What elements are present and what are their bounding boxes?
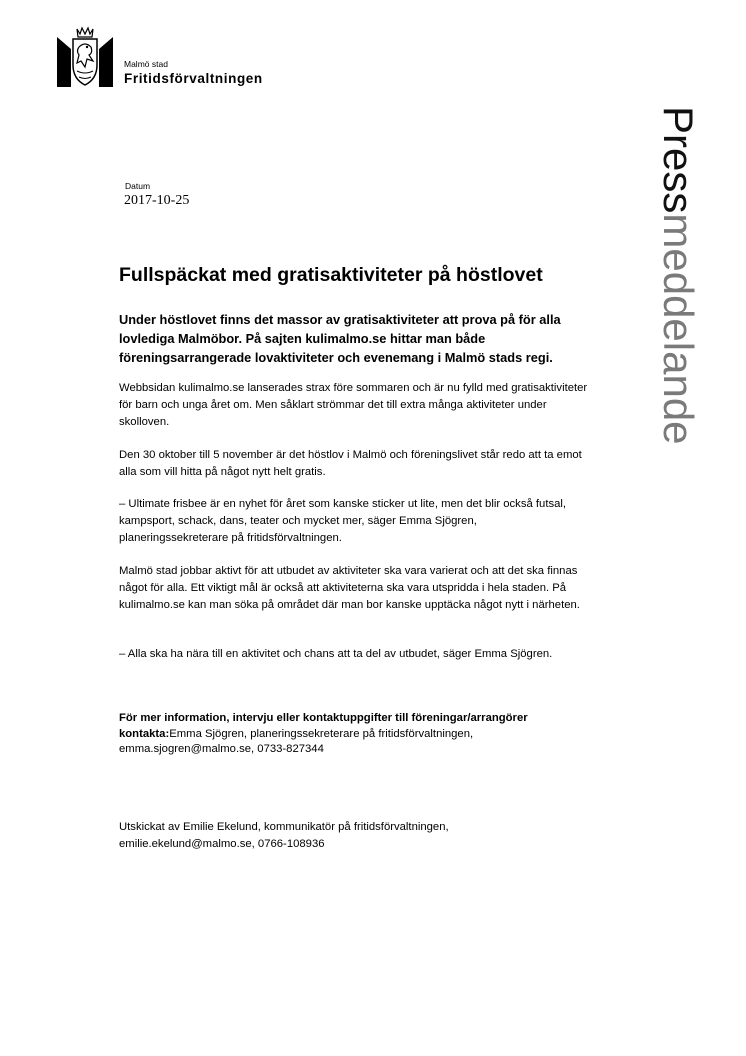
org-name-small: Malmö stad [124,59,168,69]
sender-line: Utskickat av Emilie Ekelund, kommunikatör på fritidsförvaltningen, [119,821,449,833]
contact-heading: För mer information, intervju eller kontaktuppgifter till föreningar/arrangörer kontakta: [119,712,528,740]
body-paragraph: Webbsidan kulimalmo.se lanserades strax före sommaren och är nu fylld med gratisaktiviteter för barn och unga året om. Men såklart strömmar det till extra många aktiviteter under skolloven. [119,382,588,429]
date-label: Datum [125,181,151,191]
date-value: 2017-10-25 [124,193,190,208]
document-type-label-part1: Press [655,106,702,214]
document-type-label-part2: meddelande [655,213,702,445]
body-paragraph: – Ultimate frisbee är en nyhet för året som kanske sticker ut lite, men det blir också futsal, kampsport, schack, dans, teater och mycket mer, säger Emma Sjögren, planeringssekreterare på fritidsförvaltningen. [119,498,567,545]
org-name-large: Fritidsförvaltningen [124,71,263,86]
contact-info [119,711,609,758]
malmo-coat-of-arms-icon [57,25,113,87]
body-paragraph: Den 30 oktober till 5 november är det höstlov i Malmö och föreningslivet står redo att ta emot alla som vill hitta på något nytt helt gratis. [119,449,582,479]
body-paragraph: Malmö stad jobbar aktivt för att utbudet av aktiviteter ska vara varierat och att det ska finnas något för alla. Ett viktigt mål är också att aktiviteterna ska vara utspridda i hela staden. På kulimalmo.se kan man söka på området där man bor kanske upptäcka något nytt i närheten. [119,565,580,612]
contact-details: Emma Sjögren, planeringssekreterare på fritidsförvaltningen, emma.sjogren@malmo.se, 0733-827344 [119,727,474,755]
sender-info [119,819,589,852]
document-type-label [638,106,718,546]
body-paragraph: – Alla ska ha nära till en aktivitet och chans att ta del av utbudet, säger Emma Sjögren. [119,648,553,660]
lead-paragraph: Under höstlovet finns det massor av gratisaktiviteter att prova på för alla lovlediga Malmöbor. På sajten kulimalmo.se hittar man både föreningsarrangerade lovaktiviteter och evenemang i Malmö stads regi. [119,312,561,365]
headline: Fullspäckat med gratisaktiviteter på höstlovet [119,264,543,286]
sender-email-line: emilie.ekelund@malmo.se, 0766-108936 [119,837,325,850]
